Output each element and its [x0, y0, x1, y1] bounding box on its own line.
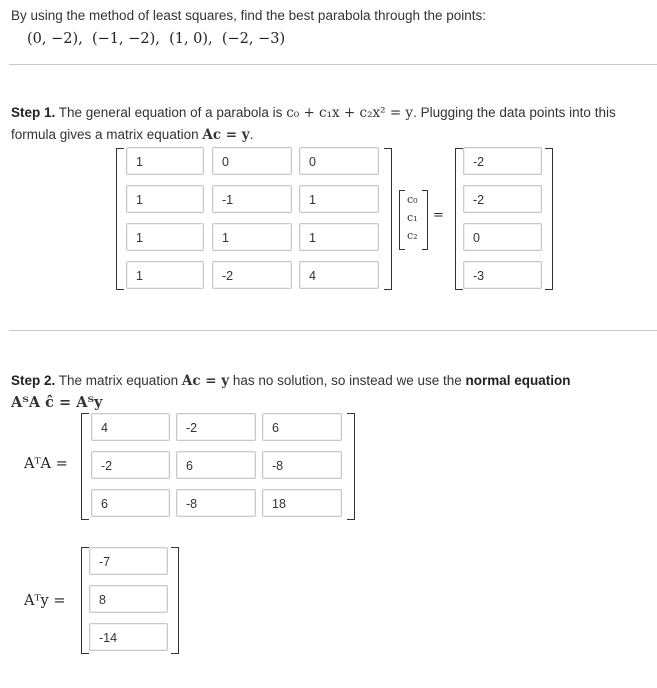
y-vector-left-bracket	[455, 148, 463, 290]
matrix-a-cell[interactable]: 0	[299, 147, 379, 175]
matrix-a-cell[interactable]: 1	[126, 185, 204, 213]
aty-cell[interactable]: -7	[89, 547, 168, 575]
matrix-a-cell[interactable]: 1	[212, 223, 292, 251]
matrix-a-cell[interactable]: 0	[212, 147, 292, 175]
ata-cell[interactable]: -2	[91, 451, 170, 479]
problem-prompt: By using the method of least squares, find the best parabola through the points:	[11, 8, 487, 23]
ata-cell[interactable]: 6	[176, 451, 256, 479]
y-vector-cell[interactable]: -3	[463, 261, 542, 289]
matrix-equation: Ac = y	[202, 127, 250, 143]
matrix-a-cell[interactable]: 1	[126, 261, 204, 289]
problem-points: (0, −2), (−1, −2), (1, 0), (−2, −3)	[27, 31, 286, 47]
matrix-a-cell[interactable]: 1	[299, 185, 379, 213]
matrix-a-right-bracket	[384, 148, 392, 290]
normal-equation-label: normal equation	[465, 373, 571, 388]
ata-right-bracket	[347, 413, 355, 520]
ata-cell[interactable]: 18	[262, 489, 342, 517]
ata-cell[interactable]: -8	[176, 489, 256, 517]
c-vector-right-bracket	[422, 190, 428, 250]
step2-text: Step 2. The matrix equation Ac = y has no solution, so instead we use the normal equation AᵀA ĉ = Aᵀy	[11, 373, 571, 411]
ata-cell[interactable]: -8	[262, 451, 342, 479]
c-vector-left-bracket	[399, 190, 405, 250]
step1-label: Step 1.	[11, 105, 56, 120]
ata-cell[interactable]: 6	[262, 413, 342, 441]
equals-sign: =	[433, 208, 444, 223]
matrix-a-cell[interactable]: -2	[212, 261, 292, 289]
c-vector-entry: c₀	[407, 193, 418, 206]
step1-text: Step 1. The general equation of a parabola is c₀ + c₁x + c₂x² = y. Plugging the data points into this formula gives a matrix equation Ac = y.	[11, 105, 616, 143]
matrix-a-cell[interactable]: -1	[212, 185, 292, 213]
aty-left-bracket	[81, 547, 89, 654]
aty-cell[interactable]: 8	[89, 585, 168, 613]
ata-label: AᵀA =	[24, 456, 68, 472]
y-vector-cell[interactable]: -2	[463, 185, 542, 213]
y-vector-right-bracket	[545, 148, 553, 290]
ata-cell[interactable]: 6	[91, 489, 170, 517]
step2-label: Step 2.	[11, 373, 56, 388]
aty-cell[interactable]: -14	[89, 623, 168, 651]
parabola-equation: c₀ + c₁x + c₂x² = y	[286, 105, 414, 121]
y-vector-cell[interactable]: 0	[463, 223, 542, 251]
matrix-a-cell[interactable]: 1	[126, 223, 204, 251]
aty-right-bracket	[171, 547, 179, 654]
matrix-a-cell[interactable]: 4	[299, 261, 379, 289]
divider	[9, 330, 657, 331]
c-vector-entry: c₂	[407, 229, 418, 242]
aty-label: Aᵀy =	[24, 593, 66, 609]
matrix-a-cell[interactable]: 1	[299, 223, 379, 251]
c-vector-entry: c₁	[407, 211, 418, 224]
ata-left-bracket	[81, 413, 89, 520]
y-vector-cell[interactable]: -2	[463, 147, 542, 175]
matrix-a-cell[interactable]: 1	[126, 147, 204, 175]
normal-equation: AᵀA ĉ = Aᵀy	[11, 394, 103, 411]
divider	[9, 64, 657, 65]
matrix-a-left-bracket	[116, 148, 124, 290]
ata-cell[interactable]: 4	[91, 413, 170, 441]
c-vector	[407, 191, 418, 245]
ata-cell[interactable]: -2	[176, 413, 256, 441]
